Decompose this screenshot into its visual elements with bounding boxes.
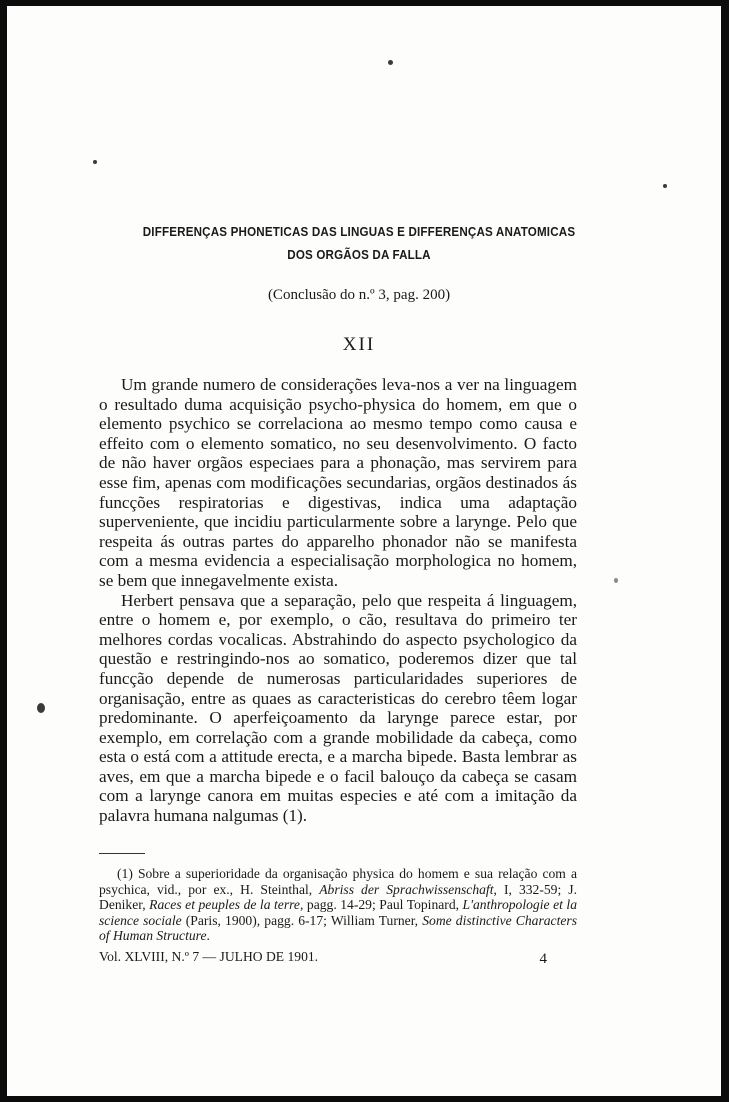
body-paragraph-1: Um grande numero de considerações leva-nos a ver na linguagem o resultado duma acquisição psycho-physica do homem, em que o elemento psychico se correlaciona ao mesmo tempo como causa e effeito com o elemento somatico, no seu desenvolvimento. O facto de não haver orgãos especiaes para a phonação, mas servirem para esse fim, apenas com modificações secundarias, orgãos destinados ás funcções respiratorias e digestivas, indica uma adaptação superveniente, que incidiu particularmente sobre a larynge. Pelo que respeita ás outras partes do apparelho phonador não se manifesta com a mesma evidencia a especialisação morphologica no homem, se bem que innegavelmente exista.: [99, 375, 577, 590]
article-body: [99, 375, 577, 826]
footnote-title-3: L'anthropologie et la science sociale: [99, 897, 577, 928]
article-title: [130, 220, 588, 266]
footnote-title-2: Races et peuples de la terre: [149, 897, 300, 913]
scan-speck: [93, 160, 97, 164]
volume-details: XLVIII, N.º 7 — JULHO DE 1901.: [124, 949, 319, 964]
footnote-part-3: , pagg. 14-29; Paul Topinard,: [299, 897, 463, 913]
volume-info: [99, 949, 318, 965]
scan-speck: [663, 184, 667, 188]
footnote-part-4: (Paris, 1900), pagg. 6-17; William Turner,: [181, 912, 423, 928]
footnote-text: [99, 866, 577, 944]
footnote-part-1: (1) Sobre a superioridade da organisação physica do homem e sua relação com a psychica, vid., por ex., H. Steinthal,: [99, 866, 577, 897]
footnote-part-2: , I, 332-59; J. Deniker,: [99, 881, 577, 913]
scan-speck: [388, 60, 393, 65]
article-subtitle: (Conclusão do n.º 3, pag. 200): [267, 287, 451, 303]
footnote-title-1: Abriss der Sprachwissenschaft: [319, 881, 494, 897]
footnote-part-5: .: [206, 928, 210, 944]
section-number: XII: [342, 334, 376, 355]
scan-speck: [37, 703, 45, 713]
footnote-title-4: Some distinctive Characters of Human Structure: [99, 912, 577, 944]
article-title-line-2: DOS ORGÃOS DA FALLA: [287, 247, 431, 262]
footnote-divider: [99, 853, 145, 854]
footnote: [99, 866, 577, 944]
body-paragraph-2: Herbert pensava que a separação, pelo que respeita á linguagem, entre o homem e, por exemplo, o cão, resultava do primeiro ter melhores cordas vocalicas. Abstrahindo do aspecto psychologico da questão e restringindo-nos ao somatico, poderemos dizer que tal funcção depende de numerosas particularidades superiores de organisação, entre as quaes as caracteristicas do cerebro têem logar predominante. O aperfeiçoamento da larynge parece estar, por exemplo, em correlação com a grande mobilidade da cabeça, como esta o está com a attitude erecta, e a marcha bipede. Basta lembrar as aves, em que a marcha bipede e o facil balouço da cabeça se casam com a larynge canora em muitas especies e até com a imitação da palavra humana nalgumas (1).: [99, 590, 577, 826]
signature-mark: 4: [539, 951, 547, 967]
scan-speck: [614, 578, 618, 583]
volume-label: Vol.: [99, 949, 122, 964]
article-title-line-1: DIFFERENÇAS PHONETICAS DAS LINGUAS E DIFFERENÇAS ANATOMICAS: [142, 224, 576, 239]
